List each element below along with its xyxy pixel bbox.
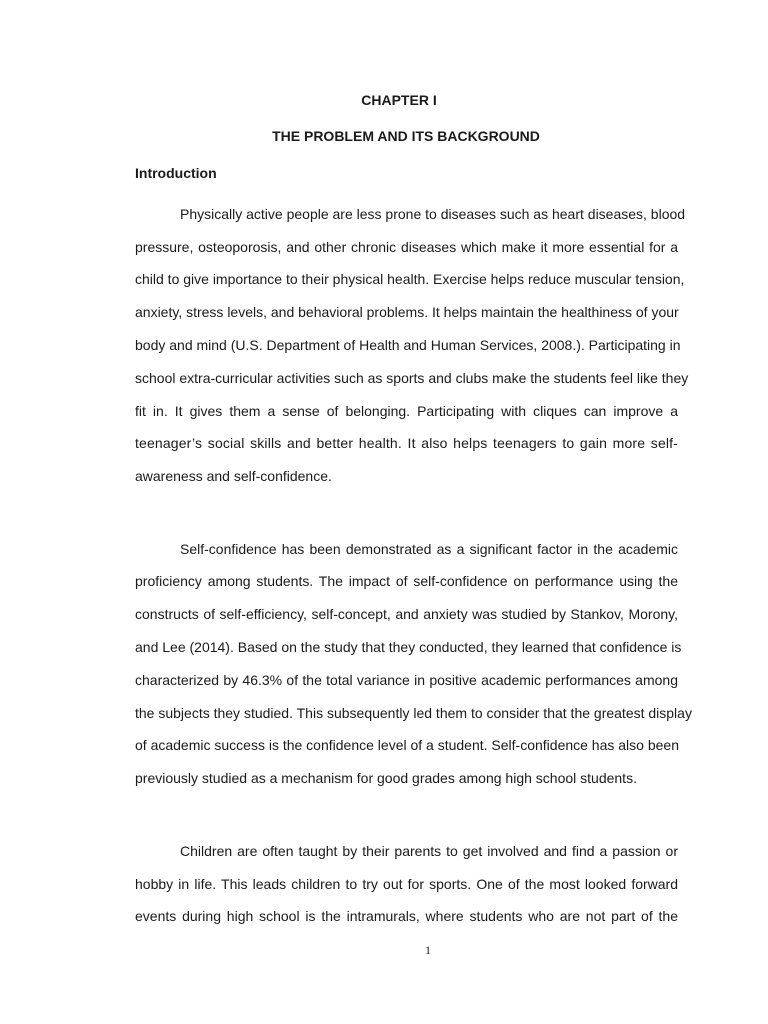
paragraph-line: proficiency among students. The impact of self-confidence on performance using the	[135, 573, 678, 589]
chapter-label: CHAPTER I	[361, 92, 437, 108]
paragraph-line: Self-confidence has been demonstrated as a significant factor in the academic	[180, 541, 678, 557]
paragraph-line: pressure, osteoporosis, and other chronic diseases which make it more essential for a	[135, 239, 678, 255]
paragraph-line: school extra-curricular activities such as sports and clubs make the students feel like they	[135, 370, 689, 386]
paragraph-line: characterized by 46.3% of the total variance in positive academic performances among	[135, 672, 678, 688]
paragraph-line: child to give importance to their physical health. Exercise helps reduce muscular tension,	[135, 271, 685, 287]
paragraph-line: events during high school is the intramurals, where students who are not part of the	[135, 908, 678, 924]
paragraph-line: previously studied as a mechanism for good grades among high school students.	[135, 770, 637, 786]
paragraph-line: teenager’s social skills and better health. It also helps teenagers to gain more self-	[135, 435, 678, 451]
paragraph-line: hobby in life. This leads children to try out for sports. One of the most looked forward	[135, 876, 678, 892]
page-number: 1	[425, 943, 431, 957]
paragraph-line: awareness and self-confidence.	[135, 468, 332, 484]
section-heading: Introduction	[135, 165, 217, 181]
paragraph-line: of academic success is the confidence level of a student. Self-confidence has also been	[135, 737, 679, 753]
paragraph-line: anxiety, stress levels, and behavioral problems. It helps maintain the healthiness of your	[135, 304, 679, 320]
paragraph-line: body and mind (U.S. Department of Health and Human Services, 2008.). Participating in	[135, 337, 681, 353]
paragraph-line: Children are often taught by their parents to get involved and find a passion or	[180, 843, 678, 859]
paragraph-line: the subjects they studied. This subsequently led them to consider that the greatest display	[135, 705, 692, 721]
paragraph-line: and Lee (2014). Based on the study that they conducted, they learned that confidence is	[135, 639, 682, 655]
paragraph-line: fit in. It gives them a sense of belonging. Participating with cliques can improve a	[135, 403, 678, 419]
paragraph-line: constructs of self-efficiency, self-concept, and anxiety was studied by Stankov, Morony,	[135, 606, 678, 622]
chapter-title: THE PROBLEM AND ITS BACKGROUND	[272, 128, 540, 144]
paragraph-line: Physically active people are less prone to diseases such as heart diseases, blood	[180, 206, 686, 222]
